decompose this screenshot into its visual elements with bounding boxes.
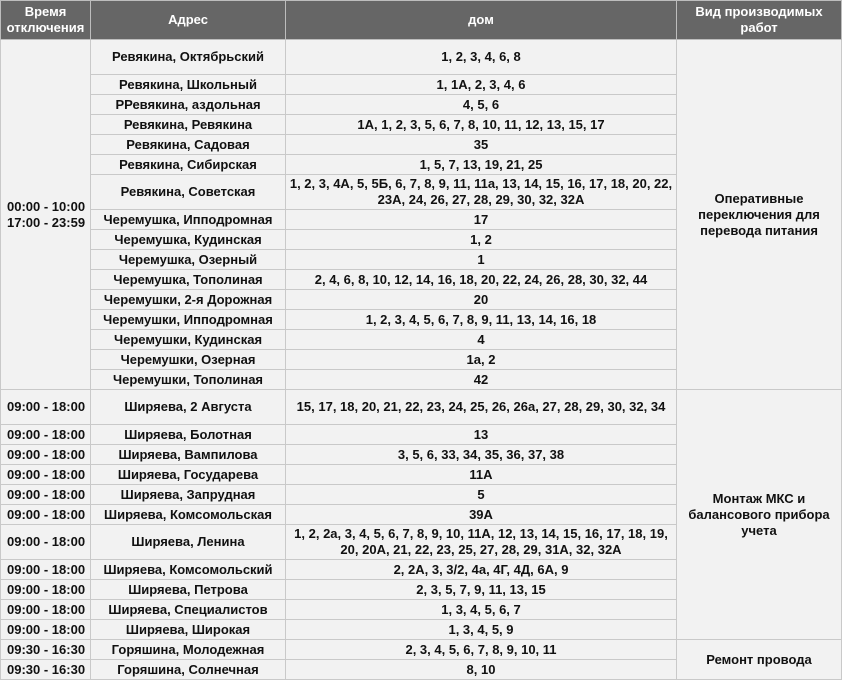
address-cell: Ревякина, Школьный bbox=[91, 75, 286, 95]
house-cell: 17 bbox=[286, 210, 677, 230]
house-cell: 1, 2, 3, 4, 6, 8 bbox=[286, 40, 677, 75]
address-cell: Черемушка, Тополиная bbox=[91, 270, 286, 290]
address-cell: Черемушки, Тополиная bbox=[91, 370, 286, 390]
address-cell: Ширяева, Комсомольский bbox=[91, 560, 286, 580]
house-cell: 15, 17, 18, 20, 21, 22, 23, 24, 25, 26, 26а, 27, 28, 29, 30, 32, 34 bbox=[286, 390, 677, 425]
address-cell: Ревякина, Сибирская bbox=[91, 155, 286, 175]
address-cell: Ширяева, Специалистов bbox=[91, 600, 286, 620]
house-cell: 2, 4, 6, 8, 10, 12, 14, 16, 18, 20, 22, 24, 26, 28, 30, 32, 44 bbox=[286, 270, 677, 290]
house-cell: 2, 3, 5, 7, 9, 11, 13, 15 bbox=[286, 580, 677, 600]
address-cell: Черемушка, Озерный bbox=[91, 250, 286, 270]
table-row bbox=[1, 390, 842, 425]
house-cell: 5 bbox=[286, 485, 677, 505]
address-cell: Ширяева, Комсомольская bbox=[91, 505, 286, 525]
address-cell: Черемушка, Ипподромная bbox=[91, 210, 286, 230]
table-row bbox=[1, 40, 842, 75]
house-cell: 1 bbox=[286, 250, 677, 270]
outage-time: 09:00 - 18:00 bbox=[1, 505, 91, 525]
house-cell: 42 bbox=[286, 370, 677, 390]
address-cell: РРевякина, аздольная bbox=[91, 95, 286, 115]
address-cell: Ширяева, Петрова bbox=[91, 580, 286, 600]
outage-time: 00:00 - 10:00 17:00 - 23:59 bbox=[1, 40, 91, 390]
work-type: Оперативные переключения для перевода питания bbox=[677, 40, 842, 390]
address-cell: Черемушки, Ипподромная bbox=[91, 310, 286, 330]
header-address: Адрес bbox=[91, 1, 286, 40]
house-cell: 1а, 2 bbox=[286, 350, 677, 370]
house-cell: 3, 5, 6, 33, 34, 35, 36, 37, 38 bbox=[286, 445, 677, 465]
house-cell: 1, 3, 4, 5, 9 bbox=[286, 620, 677, 640]
house-cell: 1, 5, 7, 13, 19, 21, 25 bbox=[286, 155, 677, 175]
address-cell: Ширяева, Государева bbox=[91, 465, 286, 485]
table-row bbox=[1, 640, 842, 660]
address-cell: Ревякина, Советская bbox=[91, 175, 286, 210]
house-cell: 1, 3, 4, 5, 6, 7 bbox=[286, 600, 677, 620]
house-cell: 4, 5, 6 bbox=[286, 95, 677, 115]
house-cell: 39А bbox=[286, 505, 677, 525]
work-type: Ремонт провода bbox=[677, 640, 842, 680]
outage-time: 09:00 - 18:00 bbox=[1, 525, 91, 560]
address-cell: Черемушка, Кудинская bbox=[91, 230, 286, 250]
table-body bbox=[1, 40, 842, 680]
house-cell: 1, 2, 3, 4, 5, 6, 7, 8, 9, 11, 13, 14, 16, 18 bbox=[286, 310, 677, 330]
header-work: Вид производимых работ bbox=[677, 1, 842, 40]
outage-time: 09:00 - 18:00 bbox=[1, 465, 91, 485]
outage-time: 09:30 - 16:30 bbox=[1, 660, 91, 680]
house-cell: 2, 3, 4, 5, 6, 7, 8, 9, 10, 11 bbox=[286, 640, 677, 660]
address-cell: Ширяева, 2 Августа bbox=[91, 390, 286, 425]
table-header-row bbox=[1, 1, 842, 40]
house-cell: 20 bbox=[286, 290, 677, 310]
header-house: дом bbox=[286, 1, 677, 40]
header-time: Время отключения bbox=[1, 1, 91, 40]
house-cell: 1, 2, 3, 4А, 5, 5Б, 6, 7, 8, 9, 11, 11а, 13, 14, 15, 16, 17, 18, 20, 22, 23А, 24, 26, 27, 28, 29, 30, 32, 32А bbox=[286, 175, 677, 210]
outage-time: 09:00 - 18:00 bbox=[1, 620, 91, 640]
address-cell: Черемушки, 2-я Дорожная bbox=[91, 290, 286, 310]
work-type: Монтаж МКС и балансового прибора учета bbox=[677, 390, 842, 640]
address-cell: Ширяева, Ленина bbox=[91, 525, 286, 560]
outage-time: 09:00 - 18:00 bbox=[1, 485, 91, 505]
address-cell: Ширяева, Запрудная bbox=[91, 485, 286, 505]
house-cell: 8, 10 bbox=[286, 660, 677, 680]
outage-time: 09:00 - 18:00 bbox=[1, 580, 91, 600]
address-cell: Горяшина, Солнечная bbox=[91, 660, 286, 680]
house-cell: 2, 2А, 3, 3/2, 4а, 4Г, 4Д, 6А, 9 bbox=[286, 560, 677, 580]
outage-time: 09:30 - 16:30 bbox=[1, 640, 91, 660]
house-cell: 11А bbox=[286, 465, 677, 485]
house-cell: 1, 2, 2а, 3, 4, 5, 6, 7, 8, 9, 10, 11А, 12, 13, 14, 15, 16, 17, 18, 19, 20, 20А, 21, 22, 23, 25, 27, 28, 29, 31А, 32, 32А bbox=[286, 525, 677, 560]
address-cell: Ревякина, Садовая bbox=[91, 135, 286, 155]
address-cell: Ширяева, Широкая bbox=[91, 620, 286, 640]
address-cell: Ревякина, Октябрьский bbox=[91, 40, 286, 75]
house-cell: 13 bbox=[286, 425, 677, 445]
house-cell: 35 bbox=[286, 135, 677, 155]
outage-time: 09:00 - 18:00 bbox=[1, 600, 91, 620]
house-cell: 1, 1А, 2, 3, 4, 6 bbox=[286, 75, 677, 95]
address-cell: Ревякина, Ревякина bbox=[91, 115, 286, 135]
house-cell: 4 bbox=[286, 330, 677, 350]
address-cell: Горяшина, Молодежная bbox=[91, 640, 286, 660]
address-cell: Ширяева, Болотная bbox=[91, 425, 286, 445]
outage-time: 09:00 - 18:00 bbox=[1, 425, 91, 445]
outage-time: 09:00 - 18:00 bbox=[1, 560, 91, 580]
house-cell: 1А, 1, 2, 3, 5, 6, 7, 8, 10, 11, 12, 13, 15, 17 bbox=[286, 115, 677, 135]
outage-time: 09:00 - 18:00 bbox=[1, 445, 91, 465]
address-cell: Черемушки, Озерная bbox=[91, 350, 286, 370]
outage-time: 09:00 - 18:00 bbox=[1, 390, 91, 425]
house-cell: 1, 2 bbox=[286, 230, 677, 250]
address-cell: Черемушки, Кудинская bbox=[91, 330, 286, 350]
address-cell: Ширяева, Вампилова bbox=[91, 445, 286, 465]
